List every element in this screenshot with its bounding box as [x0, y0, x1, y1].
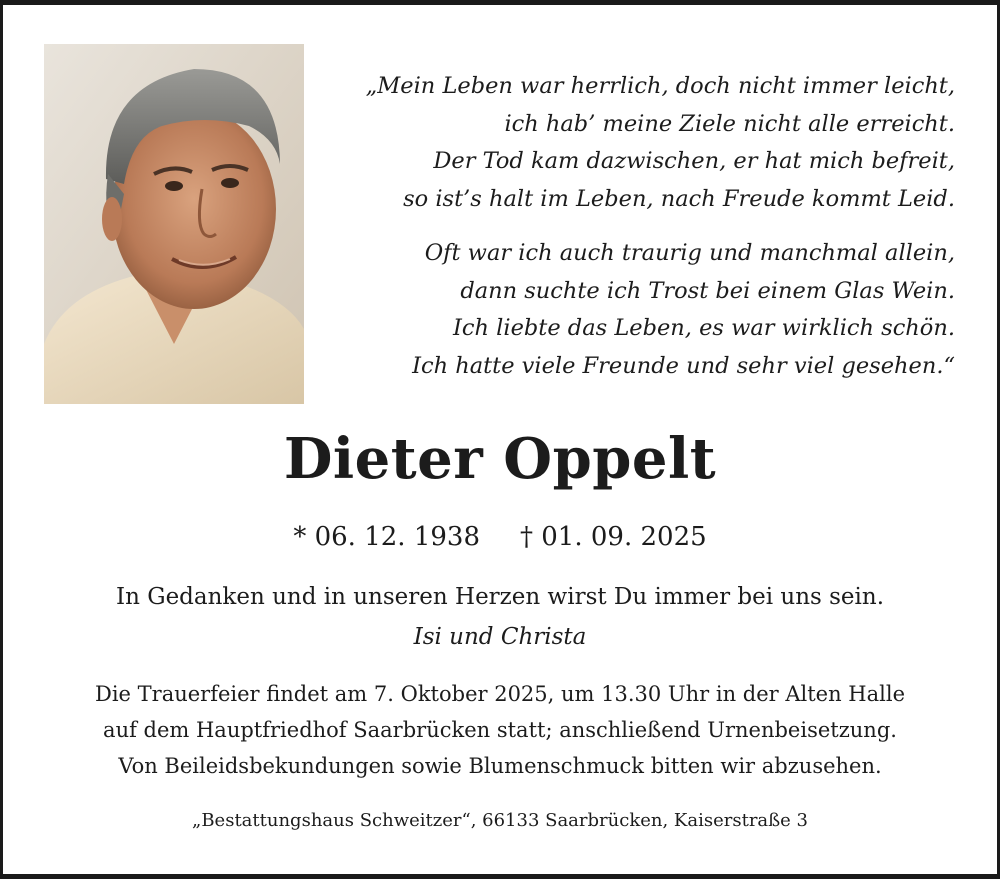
poem-stanza-1 [355, 68, 955, 218]
death-date: † 01. 09. 2025 [520, 522, 707, 552]
ceremony-line: Von Beileidsbekundungen sowie Blumenschmuck bitten wir abzusehen. [118, 754, 882, 778]
deceased-name: Dieter Oppelt [283, 426, 717, 492]
birth-date: * 06. 12. 1938 [293, 522, 480, 552]
poem-line: Der Tod kam dazwischen, er hat mich befreit, [433, 148, 955, 174]
ceremony-line: Die Trauerfeier findet am 7. Oktober 2025, um 13.30 Uhr in der Alten Halle [95, 682, 905, 706]
poem-line: „Mein Leben war herrlich, doch nicht immer leicht, [365, 73, 955, 99]
portrait-photo [44, 44, 304, 404]
poem-line: Ich hatte viele Freunde und sehr viel gesehen.“ [412, 352, 955, 379]
ceremony-notice [0, 676, 1000, 784]
funeral-home: „Bestattungshaus Schweitzer“, 66133 Saarbrücken, Kaiserstraße 3 [192, 810, 808, 831]
poem-line: Oft war ich auch traurig und manchmal allein, [424, 240, 955, 266]
signers: Isi und Christa [413, 624, 587, 650]
poem-stanza-2 [355, 235, 955, 385]
poem [355, 68, 955, 385]
portrait-photo-image [44, 44, 304, 404]
poem-line: Ich liebte das Leben, es war wirklich schön. [453, 315, 955, 341]
poem-line: so ist’s halt im Leben, nach Freude kommt Leid. [403, 185, 955, 212]
poem-line: dann suchte ich Trost bei einem Glas Wein. [460, 277, 955, 304]
ceremony-line: auf dem Hauptfriedhof Saarbrücken statt; anschließend Urnenbeisetzung. [103, 718, 897, 742]
remembrance-text: In Gedanken und in unseren Herzen wirst Du immer bei uns sein. [115, 584, 885, 610]
life-dates [0, 518, 1000, 556]
poem-line: ich hab’ meine Ziele nicht alle erreicht. [504, 110, 955, 137]
